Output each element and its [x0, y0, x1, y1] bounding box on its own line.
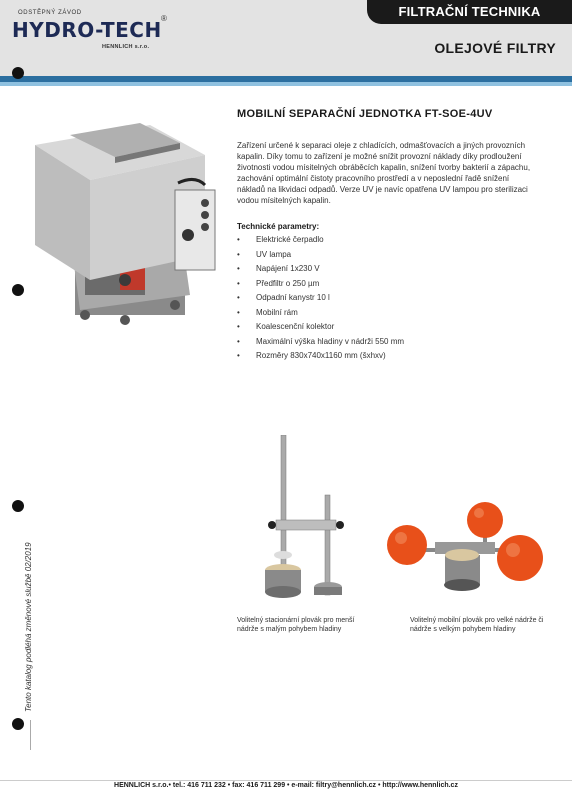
list-item: • Odpadní kanystr 10 l — [237, 291, 404, 306]
separator-unit-image — [30, 115, 230, 330]
params-list — [237, 233, 404, 364]
binder-hole-2 — [12, 284, 24, 296]
mobile-float-image — [385, 500, 545, 595]
stationary-float-caption: Volitelný stacionární plovák pro menší nádrže s malým pohybem hladiny — [237, 617, 355, 633]
logo-top-text: ODSTĚPNÝ ZÁVOD — [18, 10, 82, 16]
binder-hole-4 — [12, 718, 24, 730]
side-note: Tento katalog podléhá změnové službě 02/2019 — [24, 542, 33, 712]
binder-hole-3 — [12, 500, 24, 512]
list-item: • Mobilní rám — [237, 306, 404, 321]
binder-hole-1 — [12, 67, 24, 79]
list-item: • Rozměry 830x740x1160 mm (šxhxv) — [237, 349, 404, 364]
stationary-float-image — [258, 435, 358, 605]
list-item: • Napájení 1x230 V — [237, 262, 404, 277]
section-title: OLEJOVÉ FILTRY — [434, 40, 556, 56]
side-note-line — [30, 720, 31, 750]
logo-bottom-text: HENNLICH s.r.o. — [102, 44, 150, 50]
logo-registered-mark: ® — [161, 14, 167, 23]
product-description: Zařízení určené k separaci oleje z chladících, odmašťovacích a jiných provozních kapalin. Díky tomu to zařízení je možné snížit provozní náklady díky prodloužení životnosti vodou mísitelných obráběcích kapalin, snížení tvorby bakterií a zápachu, zachování optimální čistoty pracovního prostředí a v neposlední řadě snížení nákladů na likvidaci odpadů. Verze UV je navíc opatřena UV lampou pro sterilizaci vodou mísitelných kapalin. — [237, 141, 531, 205]
list-item: • Koalescenční kolektor — [237, 320, 404, 335]
list-item: • Maximální výška hladiny v nádrži 550 mm — [237, 335, 404, 350]
list-item: • UV lampa — [237, 248, 404, 263]
mobile-float-caption: Volitelný mobilní plovák pro velké nádrže či nádrže s velkým pohybem hladiny — [410, 617, 544, 633]
category-tab: FILTRAČNÍ TECHNIKA — [367, 0, 572, 24]
product-title: MOBILNÍ SEPARAČNÍ JEDNOTKA FT-SOE-4UV — [237, 108, 493, 120]
logo-main-text: HYDRO-TECH — [12, 18, 162, 42]
list-item: • Elektrické čerpadlo — [237, 233, 404, 248]
params-title: Technické parametry: — [237, 222, 320, 231]
list-item: • Předfiltr o 250 µm — [237, 277, 404, 292]
footer-divider — [0, 780, 572, 781]
page-footer: HENNLICH s.r.o.• tel.: 416 711 232 • fax: 416 711 299 • e-mail: filtry@hennlich.cz • http://www.hennlich.cz — [114, 782, 458, 789]
header-band-light — [0, 82, 572, 86]
company-logo — [12, 10, 172, 60]
